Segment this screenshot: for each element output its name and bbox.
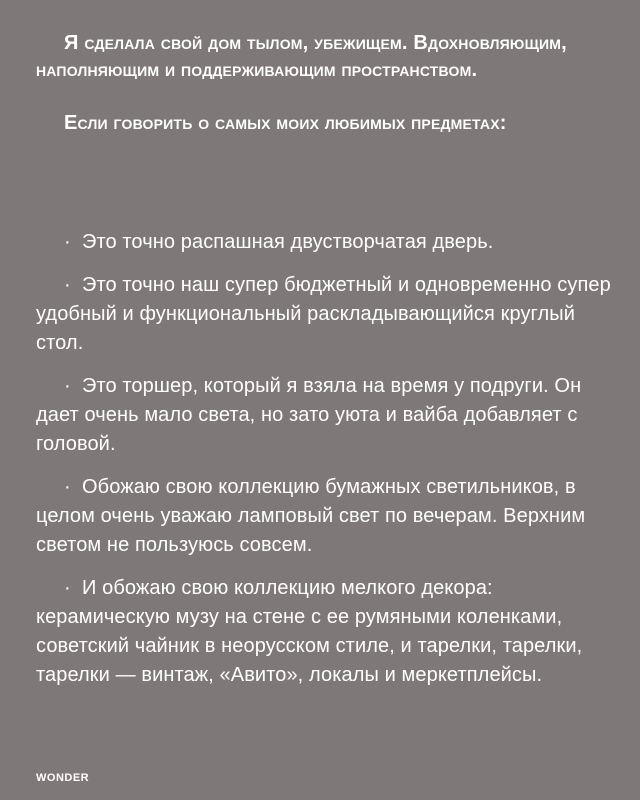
intro-block — [36, 30, 612, 163]
list-item-text: Это торшер, который я взяла на время у подруги. Он дает очень мало света, но зато уюта и вайба добавляет с головой. — [36, 375, 582, 455]
intro-paragraph: Если говорить о самых моих любимых предметах: — [64, 112, 507, 134]
bullet-icon: · — [64, 231, 71, 253]
list-item — [36, 372, 616, 459]
list-item — [36, 473, 616, 560]
bullet-icon: · — [64, 274, 71, 296]
list-item-text: Это точно распашная двустворчатая дверь. — [82, 231, 494, 253]
intro-paragraph: Я сделала свой дом тылом, убежищем. Вдохновляющим, наполняющим и поддерживающим пространством. — [36, 32, 567, 81]
list-item-text: Это точно наш супер бюджетный и одновременно супер удобный и функциональный раскладывающийся круглый стол. — [36, 274, 611, 354]
brand-logo: WONDER — [36, 772, 90, 784]
list-item — [36, 574, 616, 690]
list-item — [36, 271, 616, 358]
bullet-icon: · — [64, 476, 71, 498]
bullet-icon: · — [64, 375, 71, 397]
list-item-text: И обожаю свою коллекцию мелкого декора: керамическую музу на стене с ее румяными коленками, советский чайник в неорусском стиле, и тарелки, тарелки, тарелки — винтаж, «Авито», локалы и меркетплейсы. — [36, 577, 583, 686]
list-item-text: Обожаю свою коллекцию бумажных светильников, в целом очень уважаю ламповый свет по вечерам. Верхним светом не пользуюсь совсем. — [36, 476, 586, 556]
bullet-icon: · — [64, 577, 71, 599]
list-item — [36, 228, 616, 257]
favorite-items-list — [36, 228, 616, 704]
